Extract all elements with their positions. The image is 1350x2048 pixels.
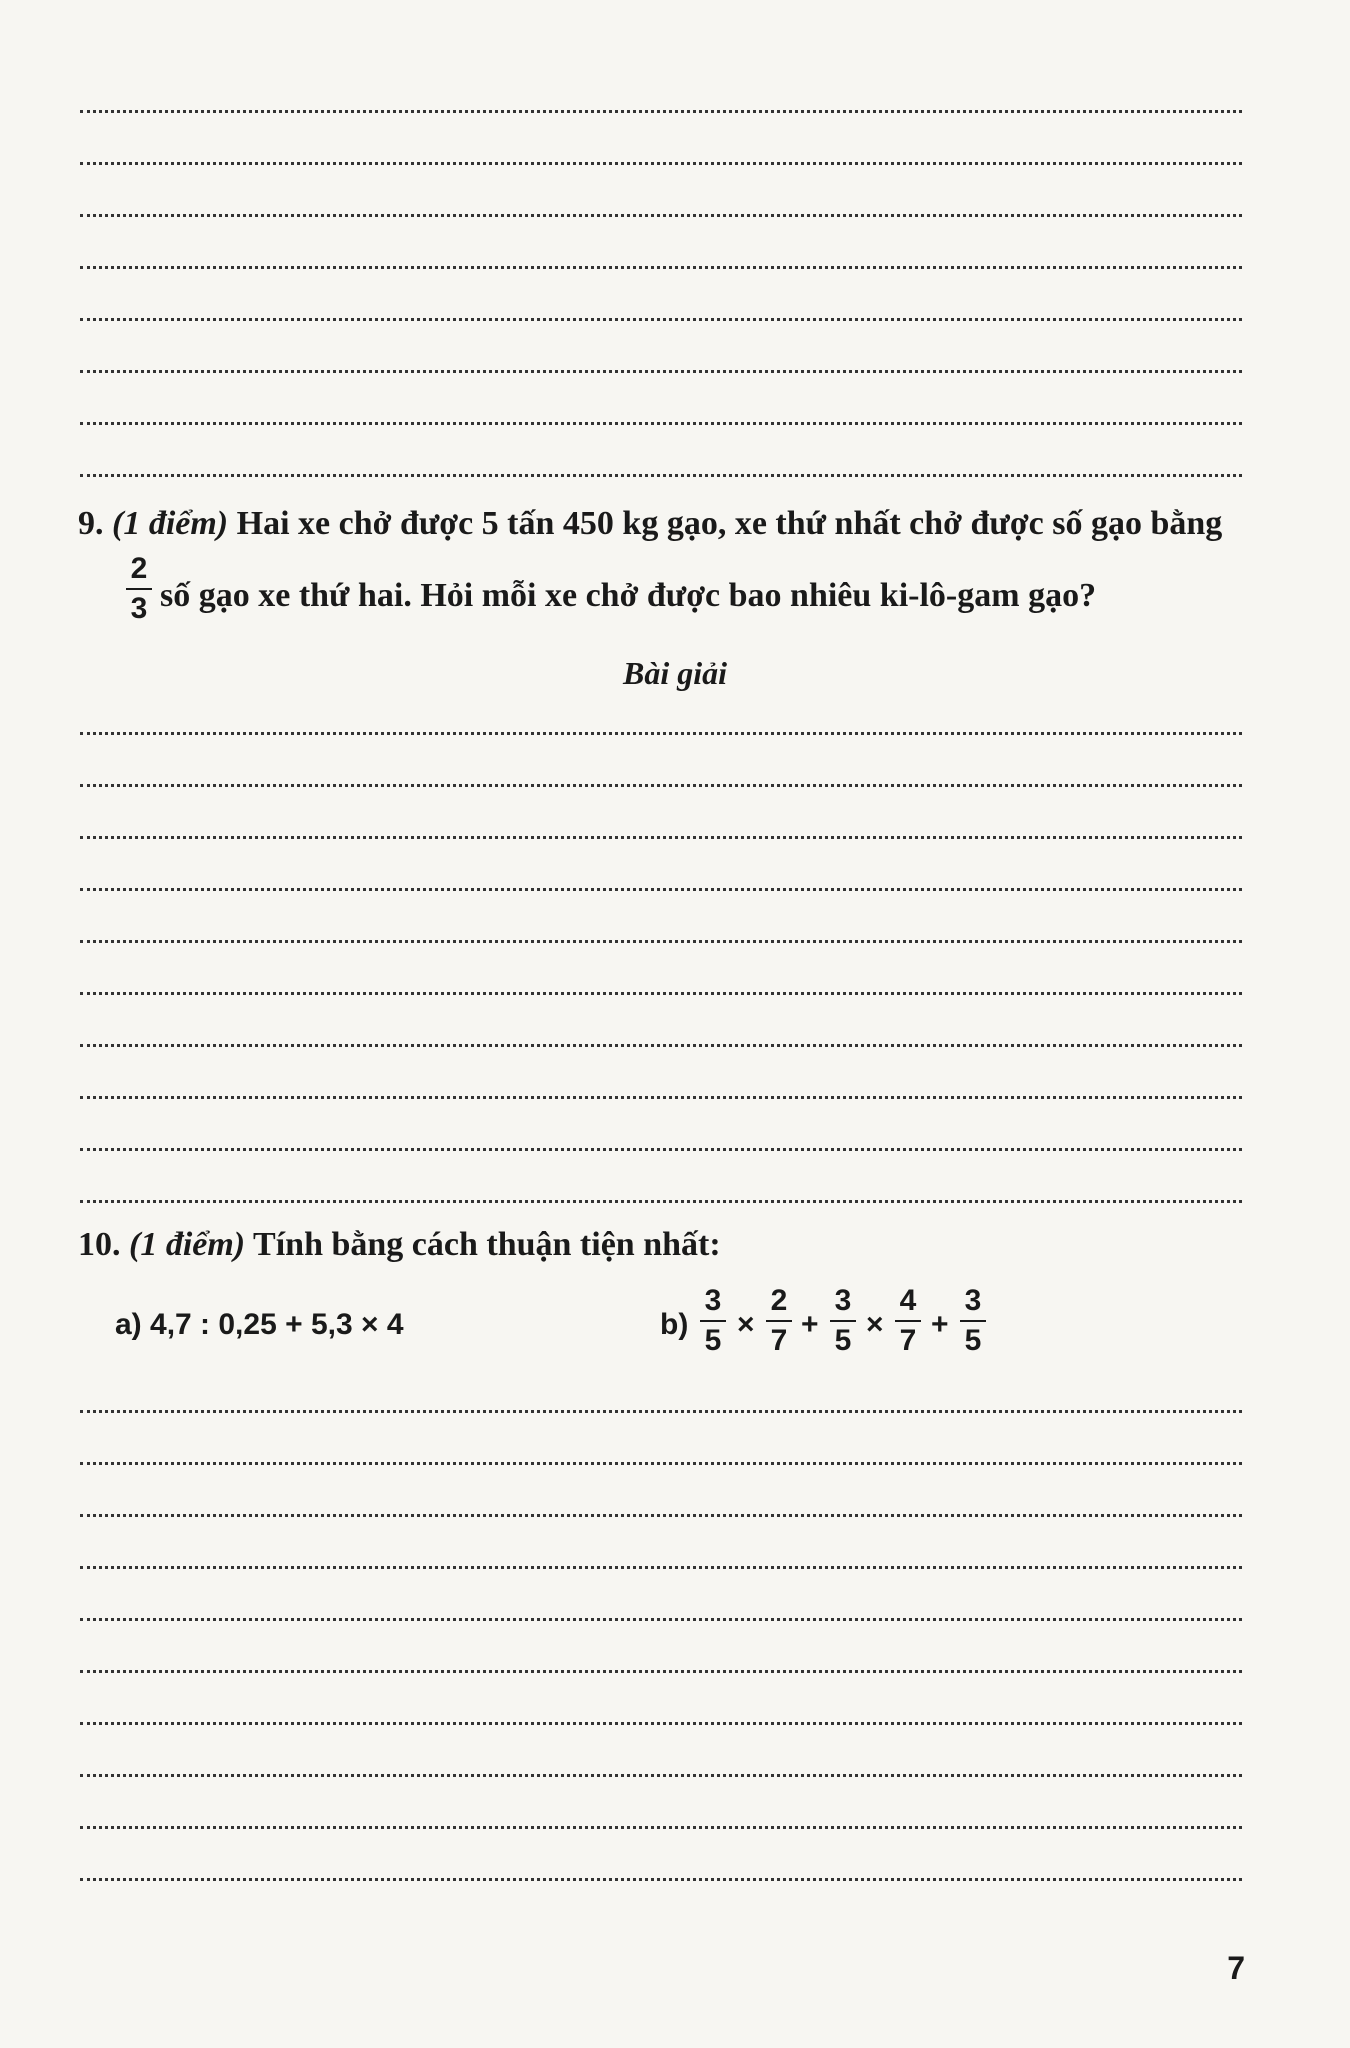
answer-line (80, 1774, 1242, 1777)
answer-line (80, 836, 1242, 839)
answer-line (80, 1200, 1242, 1203)
answer-line (80, 1462, 1242, 1465)
solution-heading: Bài giải (622, 655, 727, 691)
answer-line (80, 1044, 1242, 1047)
answer-line (80, 1722, 1242, 1725)
answer-line (80, 422, 1242, 425)
question-points: (1 điểm) (129, 1226, 246, 1263)
answer-line (80, 318, 1242, 321)
answer-line (80, 162, 1242, 165)
answer-line (80, 1878, 1242, 1881)
fraction: 2 3 (126, 552, 152, 626)
part-b-op-3: × (866, 1308, 884, 1341)
part-b-label: b) (660, 1308, 689, 1341)
answer-line (80, 110, 1242, 113)
answer-line (80, 474, 1242, 477)
question-number: 9. (78, 505, 104, 542)
part-b-op-4: + (931, 1308, 949, 1341)
answer-line (80, 1148, 1242, 1151)
answer-line (80, 1618, 1242, 1621)
answer-line (80, 1096, 1242, 1099)
part-b-fraction-5: 3 5 (960, 1284, 986, 1358)
part-b-fraction-1: 3 5 (700, 1284, 726, 1358)
answer-line (80, 1566, 1242, 1569)
answer-line (80, 1670, 1242, 1673)
answer-line (80, 992, 1242, 995)
part-a-expression: a) 4,7 : 0,25 + 5,3 × 4 (115, 1308, 404, 1341)
part-b-fraction-2: 2 7 (766, 1284, 792, 1358)
part-b-fraction-4: 4 7 (895, 1284, 921, 1358)
page-number: 7 (1227, 1950, 1245, 1986)
question-9-line-1 (78, 507, 1258, 541)
question-text: Hai xe chở được 5 tấn 450 kg gạo, xe thứ nhất chở được số gạo bằng (236, 505, 1223, 542)
answer-line (80, 888, 1242, 891)
question-number: 10. (78, 1226, 121, 1263)
question-points: (1 điểm) (112, 505, 229, 542)
answer-line (80, 370, 1242, 373)
part-b-op-2: + (801, 1308, 819, 1341)
question-10 (78, 1228, 721, 1262)
question-text: Tính bằng cách thuận tiện nhất: (253, 1226, 721, 1263)
question-text: số gạo xe thứ hai. Hỏi mỗi xe chở được bao nhiêu ki-lô-gam gạo? (160, 577, 1097, 614)
part-b-fraction-3: 3 5 (830, 1284, 856, 1358)
answer-line (80, 940, 1242, 943)
part-b-op-1: × (737, 1308, 755, 1341)
question-9-line-2 (160, 579, 1096, 613)
answer-line (80, 266, 1242, 269)
answer-line (80, 784, 1242, 787)
answer-line (80, 732, 1242, 735)
answer-line (80, 1410, 1242, 1413)
answer-line (80, 1826, 1242, 1829)
answer-line (80, 214, 1242, 217)
answer-line (80, 1514, 1242, 1517)
